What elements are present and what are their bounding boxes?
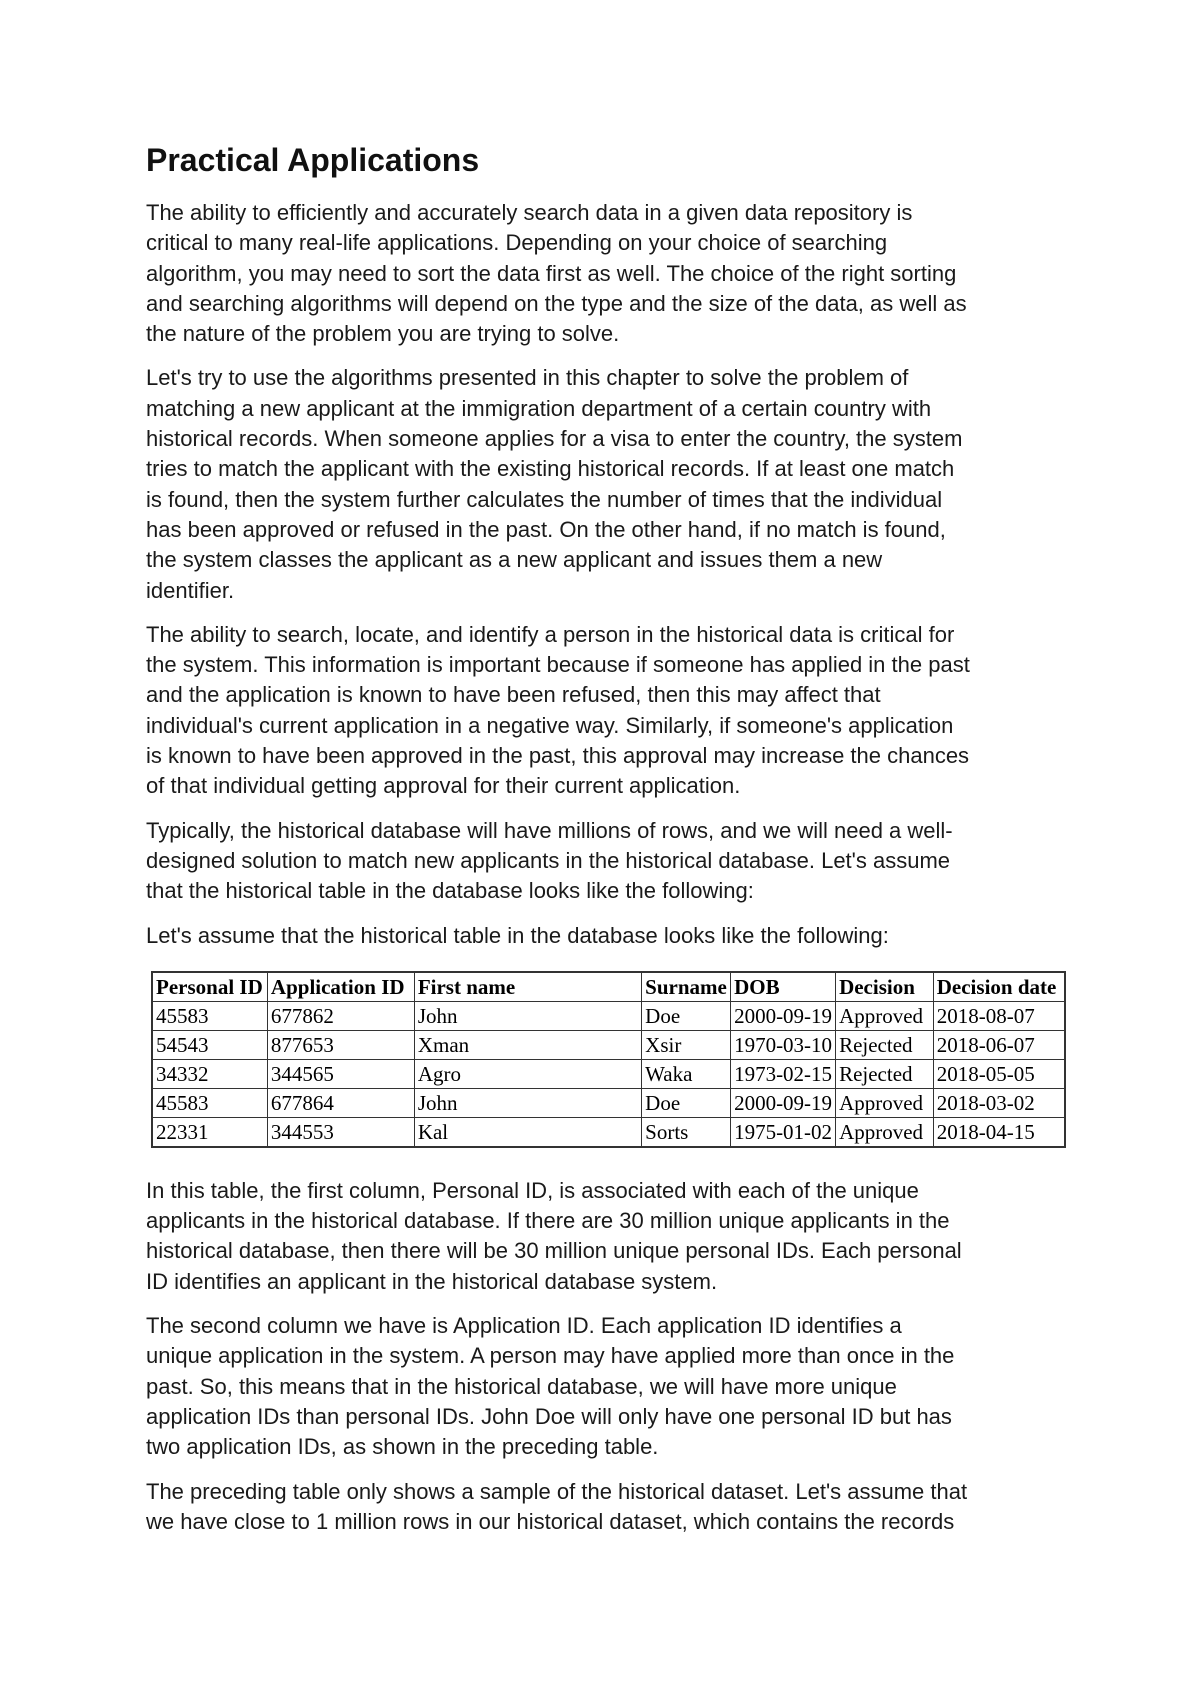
header-first-name: First name bbox=[414, 972, 641, 1002]
header-surname: Surname bbox=[642, 972, 731, 1002]
cell-first-name: John bbox=[414, 1001, 641, 1030]
table-row bbox=[152, 1030, 1065, 1059]
cell-decision-date: 2018-04-15 bbox=[933, 1117, 1065, 1147]
cell-personal-id: 45583 bbox=[152, 1088, 267, 1117]
header-personal-id: Personal ID bbox=[152, 972, 267, 1002]
paragraph-application-id: The second column we have is Application ID. Each application ID identifies a unique application in the system. A person may have applied more than once in the past. So, this means that in the historical database, we will have more unique application IDs than personal IDs. John Doe will only have one personal ID but has two application IDs, as shown in the preceding table. bbox=[146, 1313, 955, 1460]
cell-dob: 1975-01-02 bbox=[731, 1117, 836, 1147]
cell-personal-id: 22331 bbox=[152, 1117, 267, 1147]
cell-decision: Rejected bbox=[836, 1030, 934, 1059]
cell-application-id: 677862 bbox=[267, 1001, 414, 1030]
cell-application-id: 877653 bbox=[267, 1030, 414, 1059]
historical-table-container bbox=[151, 971, 1066, 1148]
paragraph-personal-id: In this table, the first column, Personal ID, is associated with each of the unique applicants in the historical database. If there are 30 million unique applicants in the historical database, then there will be 30 million unique personal IDs. Each personal ID identifies an applicant in the historical database system. bbox=[146, 1177, 962, 1294]
cell-dob: 1973-02-15 bbox=[731, 1059, 836, 1088]
paragraph-importance: The ability to search, locate, and identify a person in the historical data is critical for the system. This information is important because if someone has applied in the past and the application is known to have been refused, then this may affect that individual's current application in a negative way. Similarly, if someone's application is known to have been approved in the past, this approval may increase the chances of that individual getting approval for their current application. bbox=[146, 621, 970, 799]
paragraph-database-size: Typically, the historical database will have millions of rows, and we will need a well- designed solution to match new applicants in the historical database. Let's assume that the historical table in the database looks like the following: bbox=[146, 817, 953, 904]
cell-decision-date: 2018-08-07 bbox=[933, 1001, 1065, 1030]
table-row bbox=[152, 1001, 1065, 1030]
table-row bbox=[152, 1117, 1065, 1147]
header-decision: Decision bbox=[836, 972, 934, 1002]
cell-decision: Rejected bbox=[836, 1059, 934, 1088]
cell-personal-id: 34332 bbox=[152, 1059, 267, 1088]
cell-surname: Doe bbox=[642, 1001, 731, 1030]
header-dob: DOB bbox=[731, 972, 836, 1002]
header-application-id: Application ID bbox=[267, 972, 414, 1002]
cell-dob: 2000-09-19 bbox=[731, 1001, 836, 1030]
cell-personal-id: 45583 bbox=[152, 1001, 267, 1030]
table-header-row bbox=[152, 972, 1065, 1002]
cell-first-name: Kal bbox=[414, 1117, 641, 1147]
historical-table bbox=[151, 971, 1066, 1148]
cell-surname: Xsir bbox=[642, 1030, 731, 1059]
cell-personal-id: 54543 bbox=[152, 1030, 267, 1059]
cell-decision-date: 2018-05-05 bbox=[933, 1059, 1065, 1088]
document-page bbox=[146, 140, 1066, 1551]
cell-first-name: Xman bbox=[414, 1030, 641, 1059]
cell-surname: Sorts bbox=[642, 1117, 731, 1147]
table-row bbox=[152, 1088, 1065, 1117]
header-decision-date: Decision date bbox=[933, 972, 1065, 1002]
cell-decision: Approved bbox=[836, 1088, 934, 1117]
cell-application-id: 344553 bbox=[267, 1117, 414, 1147]
cell-decision: Approved bbox=[836, 1001, 934, 1030]
paragraph-table-intro: Let's assume that the historical table in the database looks like the following: bbox=[146, 922, 889, 948]
cell-dob: 1970-03-10 bbox=[731, 1030, 836, 1059]
page-title: Practical Applications bbox=[146, 142, 480, 178]
cell-application-id: 677864 bbox=[267, 1088, 414, 1117]
cell-application-id: 344565 bbox=[267, 1059, 414, 1088]
cell-surname: Doe bbox=[642, 1088, 731, 1117]
cell-first-name: Agro bbox=[414, 1059, 641, 1088]
cell-decision-date: 2018-03-02 bbox=[933, 1088, 1065, 1117]
cell-dob: 2000-09-19 bbox=[731, 1088, 836, 1117]
cell-surname: Waka bbox=[642, 1059, 731, 1088]
table-row bbox=[152, 1059, 1065, 1088]
paragraph-matching-problem: Let's try to use the algorithms presented in this chapter to solve the problem of matching a new applicant at the immigration department of a certain country with historical records. When someone applies for a visa to enter the country, the system tries to match the applicant with the existing historical records. If at least one match is found, then the system further calculates the number of times that the individual has been approved or refused in the past. On the other hand, if no match is found, the system classes the applicant as a new applicant and issues them a new identifier. bbox=[146, 365, 963, 603]
paragraph-intro: The ability to efficiently and accurately search data in a given data repository is critical to many real-life applications. Depending on your choice of searching algorithm, you may need to sort the data first as well. The choice of the right sorting and searching algorithms will depend on the type and the size of the data, as well as the nature of the problem you are trying to solve. bbox=[146, 200, 967, 347]
cell-first-name: John bbox=[414, 1088, 641, 1117]
paragraph-dataset-sample: The preceding table only shows a sample of the historical dataset. Let's assume that we have close to 1 million rows in our historical dataset, which contains the records bbox=[146, 1478, 968, 1534]
cell-decision: Approved bbox=[836, 1117, 934, 1147]
cell-decision-date: 2018-06-07 bbox=[933, 1030, 1065, 1059]
